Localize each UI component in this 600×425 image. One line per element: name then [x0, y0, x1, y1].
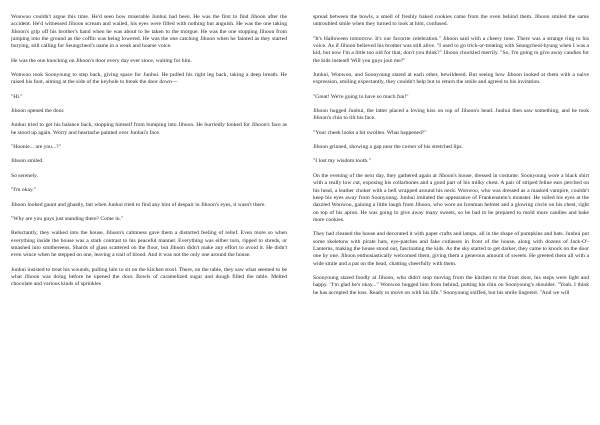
paragraph: Soonyoung stared fondly at Jihoon, who didn't stop moving from the kitchen to the front door, his steps were light and happy. "I'm glad he's okay..." Wonwoo hugged him from behind, putting his chin on Soonyoung's shoulder. "Yeah. I think he has accepted the loss. Ready to move on with his life." Soonyoung sniffed, but his smile lingered. "And we will	[313, 274, 589, 296]
paragraph: On the evening of the next day, they gathered again at Jihoon's house, dressed in costume. Soonyoung wore a black shirt with a really low cut, exposing his collarbones and a good part of his milky chest. A pair of striped feline ears perched on his head, a leather choker with a bell wrapped around his neck. Wonwoo, who was dressed as a masked vampire, couldn't keep his eyes away from Soonyoung. Junhui imitated the appearance of Frankenstein's monster. He rolled his eyes at the dazzled Wonwoo, gaining a little laugh from Jihoon, who wore an Ironman helmet and a glowing circle on his chest, right on top of his apron. He was going to give away many sweets, so he had to be prepared to mold more candies and bake more cookies.	[313, 172, 589, 223]
paragraph: Reluctantly, they walked into the house. Jihoon's calmness gave them a distorted feeling of relief. Even more so when everything inside the house was a stark contrast to his peaceful manner. Everything was either torn, ripped to shreds, or smashed into smithereens. Shards of glass scattered on the floor, but Jihoon didn't make any effort to avoid it. He didn't even wince when he stepped on one, leaving a trail of blood. And it was not the only one around the house.	[11, 230, 287, 259]
paragraph: Wonwoo couldn't argue this time. He'd seen how miserable Junhui had been. He was the first to find Jihoon after the accident. He'd witnessed Jihoon scream and wailed, his eyes were filled with nothing but anguish. He was the one taking Jihoon's grip off his brother's hand when he was about to be taken to the morgue. He was the one stopping Jihoon from jumping into the ground as the coffin was being lowered. He was the one catching Jihoon when he fainted as they started burying, still calling for Seungcheol's name in a weak and hoarse voice.	[11, 14, 287, 50]
paragraph: "Why are you guys just standing there? Come in."	[11, 215, 124, 222]
paragraph: Wonwoo took Soonyoung to step back, giving space for Junhui. He pulled his right leg back, taking a deep breath. He raised his foot, aiming at the side of the keyhole to break the door down—	[11, 72, 287, 86]
paragraph: "Hoonie... are you...?"	[11, 144, 61, 151]
paragraph: "Great! We're going to have so much fun!"	[313, 93, 409, 100]
paragraph: Junhui tried to get his balance back, stopping himself from bumping into Jihoon. He hurriedly looked for Jihoon's face as he stood up again. Worry and heartache painted over Junhui's face.	[11, 122, 287, 136]
paragraph: "Your cheek looks a bit swollen. What happened?"	[313, 129, 427, 136]
paragraph: Jihoon hugged Junhui, the latter placed a loving kiss on top of Jihoon's head. Junhui then saw something, and he took Jihoon's chin to tilt his face.	[313, 108, 589, 122]
paragraph: So serenely.	[11, 172, 38, 179]
paragraph: Jihoon grinned, showing a gap near the corner of his stretched lips.	[313, 144, 463, 151]
paragraph: They had cleaned the house and decorated it with paper crafts and lamps, all in the shape of pumpkins and bats. Junhui put some skeletons with pirate hats, eye-patches and fake cutlasses in front of the house, along with dozens of Jack-O'-Lanterns, making the house stood out, fascinating the kids. As the sky started to get darker, they came to knock on the door one by one. Jihoon enthusiastically welcomed them, giving them a generous amount of sweets. He greeted them all with a wide smile and a pat on the head, chatting cheerfully with them.	[313, 231, 589, 267]
paragraph: Jihoon looked gaunt and ghastly, but when Junhui tried to find any hint of despair in Jihoon's eyes, it wasn't there.	[11, 201, 266, 208]
paragraph: "I'm okay."	[11, 187, 37, 194]
paragraph: spread between the bowls, a smell of freshly baked cookies came from the oven behind them. Jihoon smiled the same untroubled smile when they turned to look at him, confused.	[313, 14, 589, 28]
paragraph: Junhui, Wonwoo, and Soonyoung stared at each other, bewildered. But seeing how Jihoon looked at them with a naive expression, smiling expectantly, they couldn't help but to return the smile and agreed to his invitation.	[313, 72, 589, 86]
left-text-column	[11, 14, 287, 419]
paragraph: Jihoon opened the door.	[11, 108, 65, 115]
paragraph: Jihoon smiled.	[11, 158, 44, 165]
paragraph: Junhui insisted to treat his wounds, pulling him to sit on the kitchen stool. There, on the table, they saw what seemed to be what Jihoon was doing before he opened the door. Bowls of caramelized sugar and dough filled the table. Melted chocolate and various kinds of sprinkles	[11, 266, 287, 288]
paragraph: "Hi."	[11, 93, 23, 100]
paragraph: "It's Halloween tomorrow. It's our favorite celebration." Jihoon said with a cheery tone. There was a strange ring to his voice. As if Jihoon believed his brother was still alive. "I used to go trick-or-treating with Seungcheol-hyung when I was a kid, but now I'm a little too old for that, don't you think?" Jihoon chuckled merrily. "So, I'm going to give away candies for the kids instead! Will you guys join me?"	[313, 35, 589, 64]
paragraph: "I lost my wisdom tooth."	[313, 158, 371, 165]
paragraph: He was the one knocking on Jihoon's door every day ever since, waiting for him.	[11, 57, 192, 64]
right-text-column	[313, 14, 589, 419]
